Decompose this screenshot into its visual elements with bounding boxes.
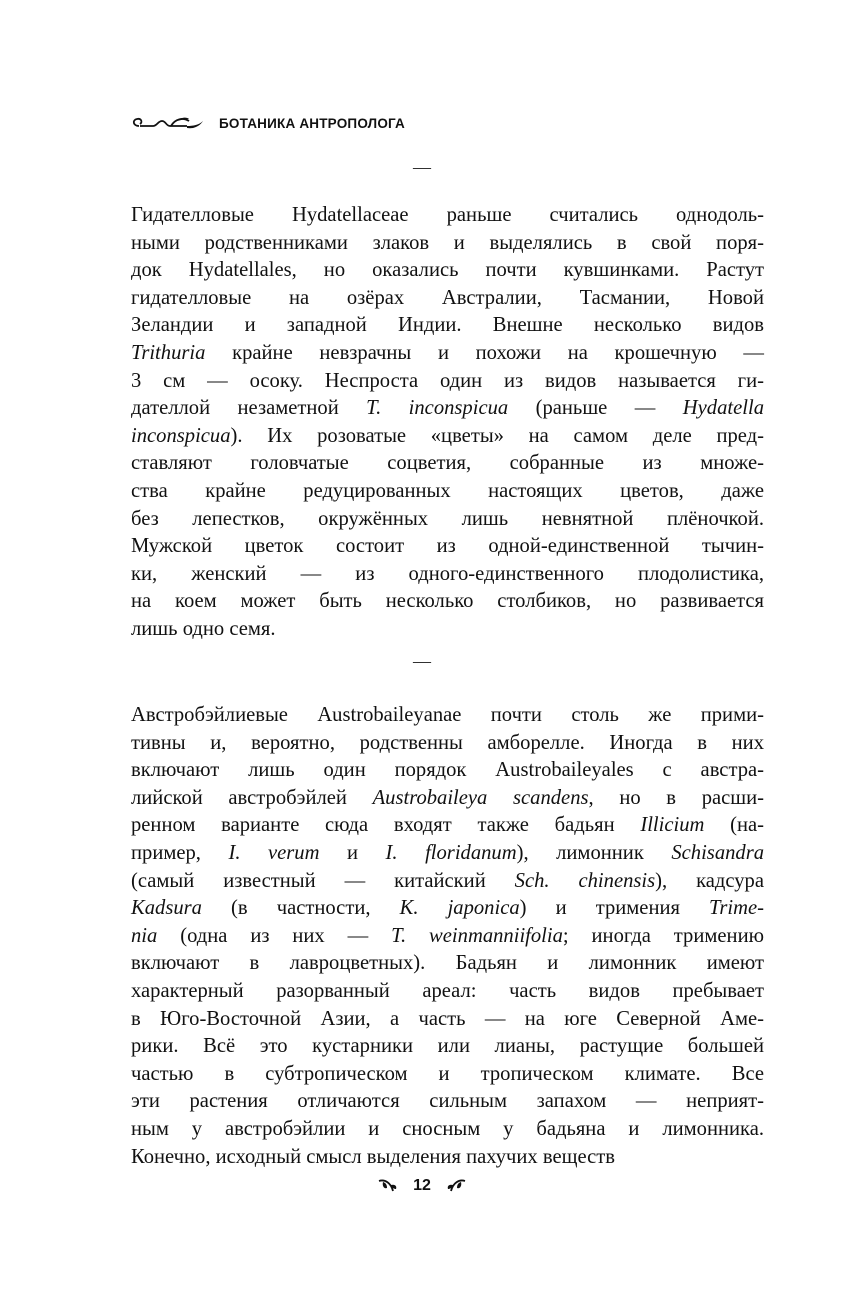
- text-line: включают в лавроцветных). Бадьян и лимонник имеют: [131, 952, 764, 975]
- running-title: БОТАНИКА АНТРОПОЛОГА: [219, 115, 406, 131]
- latin-name: Austrobaileya scandens: [372, 786, 589, 809]
- leaf-sprig-right-icon: [445, 1177, 467, 1195]
- latin-name: I. verum: [228, 841, 320, 864]
- text-line: 3 см — осоку. Неспроста один из видов называется ги-: [131, 369, 764, 392]
- flourish-ornament-icon: [131, 113, 205, 133]
- text-line: ства крайне редуцированных настоящих цветов, даже: [131, 479, 764, 502]
- text-line: док Hydatellales, но оказались почти кувшинками. Растут: [131, 259, 764, 282]
- text-line: ным у австробэйлии и сносным у бадьяна и лимонника.: [131, 1117, 764, 1140]
- paragraph-austrobaileyanae: [131, 702, 764, 1171]
- text-line: nia (одна из них — T. weinmanniifolia; иногда тримению: [131, 924, 764, 947]
- text-line: без лепестков, окружённых лишь невнятной плёночкой.: [131, 507, 764, 530]
- text-line: ными родственниками злаков и выделялись в свой поря-: [131, 231, 764, 254]
- text-line: тивны и, вероятно, родственны амборелле. Иногда в них: [131, 731, 764, 754]
- text-line: на коем может быть несколько столбиков, но развивается: [131, 590, 764, 613]
- latin-name: Hydatella: [682, 397, 764, 420]
- latin-name: Sch. chinensis: [514, 869, 656, 892]
- text-line: характерный разорванный ареал: часть видов пребывает: [131, 979, 764, 1002]
- section-separator: —: [413, 157, 431, 177]
- latin-name: K. japonica: [399, 897, 520, 920]
- text-line: пример, I. verum и I. floridanum), лимонник Schisandra: [131, 841, 765, 864]
- text-line: Зеландии и западной Индии. Внешне несколько видов: [131, 314, 764, 337]
- text-line: ренном варианте сюда входят также бадьян Illicium (на-: [131, 814, 764, 837]
- text-line: частью в субтропическом и тропическом климате. Все: [131, 1062, 764, 1085]
- text-line: Австробэйлиевые Austrobaileyanae почти столь же прими-: [131, 704, 764, 726]
- latin-name: T. inconspicua: [366, 397, 509, 420]
- page-number: 12: [413, 1177, 431, 1194]
- latin-name: T. weinmanniifolia: [391, 924, 563, 947]
- text-line: в Юго-Восточной Азии, а часть — на юге Северной Аме-: [131, 1007, 764, 1030]
- text-line: ставляют головчатые соцветия, собранные из множе-: [131, 452, 764, 475]
- text-line: ки, женский — из одного-единственного плодолистика,: [131, 562, 764, 585]
- latin-name: I. floridanum: [385, 841, 517, 864]
- text-line: (самый известный — китайский Sch. chinensis), кадсура: [131, 869, 764, 892]
- text-line: дателлой незаметной T. inconspicua (раньше — Hydatella: [131, 397, 764, 420]
- text-line: Trithuria крайне невзрачны и похожи на крошечную —: [131, 341, 764, 364]
- paragraph-hydatellaceae: [131, 202, 764, 644]
- text-line: Гидателловые Hydatellaceae раньше считались однодоль-: [131, 204, 764, 226]
- text-line: Мужской цветок состоит из одной-единственной тычин-: [131, 535, 764, 558]
- latin-name: Trime-: [709, 897, 764, 920]
- leaf-sprig-left-icon: [377, 1177, 399, 1195]
- latin-name: nia: [131, 924, 158, 947]
- text-line: включают лишь один порядок Austrobaileyales с австра-: [131, 759, 764, 782]
- text-line: inconspicua). Их розоватые «цветы» на самом деле пред-: [131, 424, 764, 447]
- text-line: рики. Всё это кустарники или лианы, растущие большей: [131, 1035, 764, 1058]
- text-line: Конечно, исходный смысл выделения пахучих веществ: [131, 1145, 615, 1168]
- text-line: гидателловые на озёрах Австралии, Тасмании, Новой: [131, 286, 764, 309]
- text-line: лишь одно семя.: [131, 617, 276, 640]
- section-separator: —: [413, 651, 431, 671]
- latin-name: inconspicua: [131, 424, 231, 447]
- text-line: Kadsura (в частности, K. japonica) и тримения Trime-: [131, 897, 764, 920]
- text-line: эти растения отличаются сильным запахом — неприят-: [131, 1090, 764, 1113]
- latin-name: Schisandra: [671, 841, 765, 864]
- latin-name: Illicium: [640, 814, 705, 837]
- latin-name: Kadsura: [131, 897, 202, 920]
- latin-name: Trithuria: [131, 341, 206, 364]
- text-line: лийской австробэйлей Austrobaileya scandens, но в расши-: [131, 786, 765, 809]
- page-footer: [0, 1177, 844, 1195]
- running-header: [131, 111, 405, 135]
